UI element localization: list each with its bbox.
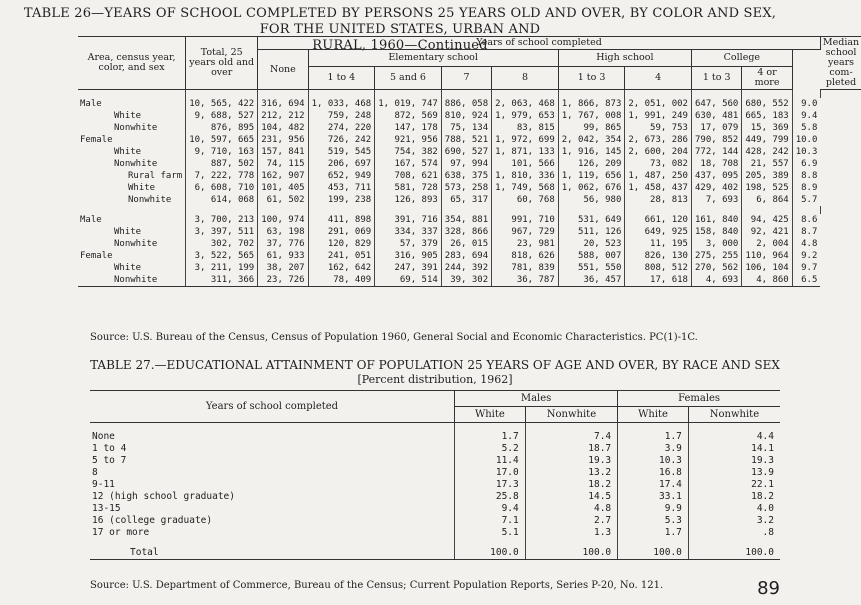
t27-head-male-white: White: [455, 407, 526, 423]
cell-value: 110, 964: [742, 250, 792, 262]
cell-value: 23, 981: [492, 238, 559, 250]
table-row: [78, 262, 861, 274]
row-label: White: [78, 262, 186, 274]
cell-value: 120, 829: [308, 238, 375, 250]
cell-value: 39, 302: [441, 274, 491, 287]
table-row: [78, 194, 861, 206]
cell-value: 588, 007: [558, 250, 625, 262]
cell-value: 3, 000: [691, 238, 741, 250]
cell-value: 316, 905: [375, 250, 442, 262]
cell-value: 167, 574: [375, 158, 442, 170]
cell-value: 16.8: [618, 467, 689, 479]
cell-value: 581, 728: [375, 182, 442, 194]
sub-header: 8: [492, 67, 559, 90]
t27-head-female-nonwhite: Nonwhite: [688, 407, 780, 423]
cell-value: 36, 457: [558, 274, 625, 287]
table-row: [90, 479, 780, 491]
cell-value: 9.2: [801, 251, 818, 261]
cell-value: 8.8: [801, 171, 818, 181]
head-years: Years of school completed: [258, 37, 821, 50]
cell-value: 283, 694: [441, 250, 491, 262]
sub-header: 1 to 4: [308, 67, 375, 90]
cell-value: 511, 126: [558, 226, 625, 238]
cell-value: 8.6: [801, 215, 818, 225]
cell-value: 1.7: [455, 431, 526, 443]
row-label: Nonwhite: [78, 194, 186, 206]
cell-value: 65, 317: [441, 194, 491, 206]
table27-subtitle: [Percent distribution, 1962]: [357, 373, 513, 386]
cell-value: 652, 949: [308, 170, 375, 182]
cell-value: 872, 569: [375, 110, 442, 122]
cell-value: 157, 841: [258, 146, 308, 158]
cell-value: 11.4: [455, 455, 526, 467]
cell-value: 2, 042, 354: [558, 134, 625, 146]
cell-value: 519, 545: [308, 146, 375, 158]
row-label: None: [90, 431, 455, 443]
row-label: Male: [78, 98, 186, 110]
cell-value: 37, 776: [258, 238, 308, 250]
cell-value: 147, 178: [375, 122, 442, 134]
table-row: [78, 170, 861, 182]
cell-value: 61, 933: [258, 250, 308, 262]
table-row: [78, 110, 861, 122]
table27-source: Source: U.S. Department of Commerce, Bureau of the Census; Current Population Reports, Series P-20, No. 121.: [90, 580, 664, 591]
cell-value: 19.3: [525, 455, 617, 467]
cell-value: 17, 079: [691, 122, 741, 134]
row-label: White: [78, 182, 186, 194]
cell-value: 22.1: [751, 479, 774, 490]
table-row: [78, 226, 861, 238]
cell-value: 661, 120: [625, 214, 692, 226]
cell-value: 4.4: [756, 431, 774, 442]
cell-value: 244, 392: [441, 262, 491, 274]
cell-value: 808, 512: [625, 262, 692, 274]
table-row: [78, 238, 861, 250]
table-row: [90, 503, 780, 515]
cell-value: 4.0: [756, 503, 774, 514]
cell-value: 126, 893: [375, 194, 442, 206]
total-row: [90, 547, 780, 560]
row-label: Male: [78, 214, 186, 226]
total-value: 100.0: [525, 547, 617, 560]
cell-value: 3, 522, 565: [186, 250, 258, 262]
cell-value: 5.3: [618, 515, 689, 527]
cell-value: 60, 768: [492, 194, 559, 206]
cell-value: 9.0: [801, 99, 818, 109]
cell-value: 5.1: [455, 527, 526, 539]
head-median: Median school years com- pleted: [820, 37, 861, 90]
cell-value: 101, 405: [258, 182, 308, 194]
row-label: 9-11: [90, 479, 455, 491]
cell-value: 665, 183: [742, 110, 792, 122]
cell-value: 94, 425: [742, 214, 792, 226]
table-row: [78, 122, 861, 134]
sub-header: 1 to 3: [558, 67, 625, 90]
cell-value: 291, 069: [308, 226, 375, 238]
cell-value: 4.8: [525, 503, 617, 515]
sub-header: 4 or more: [742, 67, 792, 90]
cell-value: 18.2: [525, 479, 617, 491]
cell-value: 9.9: [618, 503, 689, 515]
head-area: Area, census year, color, and sex: [78, 37, 186, 90]
cell-value: 21, 557: [742, 158, 792, 170]
cell-value: 7, 222, 778: [186, 170, 258, 182]
table26-title-line1: TABLE 26—YEARS OF SCHOOL COMPLETED BY PERSONS 25 YEARS OLD AND OVER, BY COLOR AND SEX, FOR THE UNITED STATES, URBAN AND: [23, 6, 777, 37]
cell-value: 9, 710, 163: [186, 146, 258, 158]
head-none: None: [258, 50, 308, 90]
cell-value: 61, 502: [258, 194, 308, 206]
cell-value: 759, 248: [308, 110, 375, 122]
cell-value: 241, 051: [308, 250, 375, 262]
t27-head-males: Males: [455, 391, 618, 407]
cell-value: 2, 673, 286: [625, 134, 692, 146]
cell-value: 126, 209: [558, 158, 625, 170]
cell-value: 101, 566: [492, 158, 559, 170]
row-label: 12 (high school graduate): [90, 491, 455, 503]
cell-value: 28, 813: [625, 194, 692, 206]
cell-value: 429, 402: [691, 182, 741, 194]
cell-value: 921, 956: [375, 134, 442, 146]
cell-value: 1, 062, 676: [558, 182, 625, 194]
cell-value: 6, 608, 710: [186, 182, 258, 194]
cell-value: 59, 753: [625, 122, 692, 134]
cell-value: 573, 258: [441, 182, 491, 194]
cell-value: 754, 382: [375, 146, 442, 158]
cell-value: 23, 726: [258, 274, 308, 287]
cell-value: 100, 974: [258, 214, 308, 226]
row-label: Female: [78, 250, 186, 262]
cell-value: 10, 597, 665: [186, 134, 258, 146]
table-row: [90, 431, 780, 443]
cell-value: 2, 600, 204: [625, 146, 692, 158]
cell-value: 14.5: [525, 491, 617, 503]
cell-value: 7, 693: [691, 194, 741, 206]
cell-value: 161, 840: [691, 214, 741, 226]
cell-value: 158, 840: [691, 226, 741, 238]
cell-value: 302, 702: [186, 238, 258, 250]
cell-value: 275, 255: [691, 250, 741, 262]
cell-value: 1, 871, 133: [492, 146, 559, 158]
cell-value: 1, 487, 250: [625, 170, 692, 182]
cell-value: 15, 369: [742, 122, 792, 134]
cell-value: 7.4: [525, 431, 617, 443]
row-label: Nonwhite: [78, 122, 186, 134]
cell-value: 17.4: [618, 479, 689, 491]
cell-value: 437, 095: [691, 170, 741, 182]
cell-value: 10.0: [795, 135, 818, 145]
cell-value: 1.3: [525, 527, 617, 539]
table-row: [90, 527, 780, 539]
cell-value: 206, 697: [308, 158, 375, 170]
cell-value: 212, 212: [258, 110, 308, 122]
row-label: White: [78, 110, 186, 122]
row-label: Nonwhite: [78, 274, 186, 287]
cell-value: 311, 366: [186, 274, 258, 287]
cell-value: 17.0: [455, 467, 526, 479]
total-label: Total: [90, 547, 455, 560]
cell-value: 638, 375: [441, 170, 491, 182]
row-label: 5 to 7: [90, 455, 455, 467]
cell-value: 1, 458, 437: [625, 182, 692, 194]
table26: [78, 36, 861, 287]
cell-value: 78, 409: [308, 274, 375, 287]
cell-value: 453, 711: [308, 182, 375, 194]
cell-value: 1.7: [618, 527, 689, 539]
cell-value: 4, 693: [691, 274, 741, 287]
row-label: 16 (college graduate): [90, 515, 455, 527]
cell-value: 33.1: [618, 491, 689, 503]
cell-value: 818, 626: [492, 250, 559, 262]
table27: [90, 390, 780, 560]
cell-value: 708, 621: [375, 170, 442, 182]
cell-value: 1, 749, 568: [492, 182, 559, 194]
cell-value: 1, 019, 747: [375, 98, 442, 110]
table-row: [90, 491, 780, 503]
cell-value: 1, 972, 699: [492, 134, 559, 146]
cell-value: 1.7: [618, 431, 689, 443]
cell-value: 198, 525: [742, 182, 792, 194]
cell-value: 231, 956: [258, 134, 308, 146]
row-label: Nonwhite: [78, 238, 186, 250]
cell-value: 6, 864: [742, 194, 792, 206]
cell-value: 428, 242: [742, 146, 792, 158]
cell-value: 1, 916, 145: [558, 146, 625, 158]
cell-value: 4, 860: [742, 274, 792, 287]
cell-value: 614, 068: [186, 194, 258, 206]
table-row: [90, 455, 780, 467]
cell-value: 7.1: [455, 515, 526, 527]
t27-head-male-nonwhite: Nonwhite: [525, 407, 617, 423]
cell-value: 967, 729: [492, 226, 559, 238]
table-row: [78, 146, 861, 158]
cell-value: 810, 924: [441, 110, 491, 122]
cell-value: 5.8: [801, 123, 818, 133]
cell-value: 247, 391: [375, 262, 442, 274]
cell-value: 886, 058: [441, 98, 491, 110]
cell-value: 97, 994: [441, 158, 491, 170]
table-row: [90, 443, 780, 455]
head-college: College: [691, 50, 792, 67]
cell-value: .8: [762, 527, 774, 538]
cell-value: 551, 550: [558, 262, 625, 274]
cell-value: 726, 242: [308, 134, 375, 146]
cell-value: 690, 527: [441, 146, 491, 158]
cell-value: 3, 211, 199: [186, 262, 258, 274]
cell-value: 6.5: [792, 274, 820, 287]
cell-value: 876, 895: [186, 122, 258, 134]
cell-value: 9.4: [455, 503, 526, 515]
cell-value: 20, 523: [558, 238, 625, 250]
cell-value: 9.4: [801, 111, 818, 121]
row-label: Nonwhite: [78, 158, 186, 170]
cell-value: 73, 082: [625, 158, 692, 170]
t27-head-females: Females: [618, 391, 780, 407]
cell-value: 57, 379: [375, 238, 442, 250]
cell-value: 56, 980: [558, 194, 625, 206]
cell-value: 69, 514: [375, 274, 442, 287]
table-row: [78, 274, 861, 287]
table26-title-line2: RURAL, 1960—Continued: [312, 38, 488, 53]
cell-value: 18, 708: [691, 158, 741, 170]
table-row: [78, 250, 861, 262]
cell-value: 449, 799: [742, 134, 792, 146]
cell-value: 99, 865: [558, 122, 625, 134]
cell-value: 2, 004: [742, 238, 792, 250]
cell-value: 1, 119, 656: [558, 170, 625, 182]
cell-value: 334, 337: [375, 226, 442, 238]
cell-value: 1, 810, 336: [492, 170, 559, 182]
cell-value: 2.7: [525, 515, 617, 527]
cell-value: 887, 502: [186, 158, 258, 170]
total-value: 100.0: [455, 547, 526, 560]
cell-value: 17.3: [455, 479, 526, 491]
table-row: [78, 158, 861, 170]
cell-value: 106, 104: [742, 262, 792, 274]
cell-value: 328, 866: [441, 226, 491, 238]
cell-value: 25.8: [455, 491, 526, 503]
table-row: [78, 182, 861, 194]
cell-value: 14.1: [751, 443, 774, 454]
cell-value: 19.3: [751, 455, 774, 466]
cell-value: 13.2: [525, 467, 617, 479]
row-label: 13-15: [90, 503, 455, 515]
row-label: Female: [78, 134, 186, 146]
cell-value: 1, 991, 249: [625, 110, 692, 122]
t27-head-years: Years of school completed: [90, 391, 455, 423]
total-value: 100.0: [618, 547, 689, 560]
cell-value: 92, 421: [742, 226, 792, 238]
cell-value: 8.9: [801, 183, 818, 193]
row-label: Rural farm: [78, 170, 186, 182]
cell-value: 991, 710: [492, 214, 559, 226]
cell-value: 680, 552: [742, 98, 792, 110]
table-row: [78, 214, 861, 226]
cell-value: 790, 852: [691, 134, 741, 146]
row-label: White: [78, 146, 186, 158]
table27-title: TABLE 27.—EDUCATIONAL ATTAINMENT OF POPULATION 25 YEARS OF AGE AND OVER, BY RACE AND SEX: [90, 358, 780, 372]
row-label: White: [78, 226, 186, 238]
table-row: [90, 515, 780, 527]
cell-value: 772, 144: [691, 146, 741, 158]
cell-value: 1, 866, 873: [558, 98, 625, 110]
cell-value: 531, 649: [558, 214, 625, 226]
cell-value: 270, 562: [691, 262, 741, 274]
cell-value: 9.7: [801, 263, 818, 273]
cell-value: 5.7: [801, 195, 818, 205]
cell-value: 781, 839: [492, 262, 559, 274]
cell-value: 205, 389: [742, 170, 792, 182]
cell-value: 104, 482: [258, 122, 308, 134]
cell-value: 3.2: [756, 515, 774, 526]
cell-value: 1, 033, 468: [308, 98, 375, 110]
cell-value: 6.9: [801, 159, 818, 169]
cell-value: 3, 700, 213: [186, 214, 258, 226]
cell-value: 11, 195: [625, 238, 692, 250]
sub-header: 7: [441, 67, 491, 90]
cell-value: 38, 207: [258, 262, 308, 274]
cell-value: 4.8: [801, 239, 818, 249]
table-row: [78, 134, 861, 146]
cell-value: 316, 694: [258, 98, 308, 110]
cell-value: 10.3: [795, 147, 818, 157]
cell-value: 647, 560: [691, 98, 741, 110]
sub-header: 1 to 3: [691, 67, 741, 90]
cell-value: 1, 979, 653: [492, 110, 559, 122]
head-total: Total, 25 years old and over: [186, 37, 258, 90]
cell-value: 26, 015: [441, 238, 491, 250]
t27-head-female-white: White: [618, 407, 689, 423]
cell-value: 411, 898: [308, 214, 375, 226]
cell-value: 162, 642: [308, 262, 375, 274]
row-label: 8: [90, 467, 455, 479]
table-row: [90, 467, 780, 479]
cell-value: 2, 051, 002: [625, 98, 692, 110]
total-value: 100.0: [688, 547, 780, 560]
cell-value: 10.3: [618, 455, 689, 467]
head-high: High school: [558, 50, 691, 67]
cell-value: 36, 787: [492, 274, 559, 287]
cell-value: 17, 618: [625, 274, 692, 287]
cell-value: 649, 925: [625, 226, 692, 238]
table-row: [78, 98, 861, 110]
cell-value: 162, 907: [258, 170, 308, 182]
page-number: 89: [757, 578, 780, 599]
cell-value: 274, 220: [308, 122, 375, 134]
cell-value: 74, 115: [258, 158, 308, 170]
cell-value: 5.2: [455, 443, 526, 455]
cell-value: 13.9: [751, 467, 774, 478]
cell-value: 1, 767, 008: [558, 110, 625, 122]
cell-value: 18.7: [525, 443, 617, 455]
cell-value: 75, 134: [441, 122, 491, 134]
cell-value: 826, 130: [625, 250, 692, 262]
cell-value: 83, 815: [492, 122, 559, 134]
sub-header: 4: [625, 67, 692, 90]
cell-value: 354, 881: [441, 214, 491, 226]
sub-header: 5 and 6: [375, 67, 442, 90]
cell-value: 18.2: [751, 491, 774, 502]
table26-source: Source: U.S. Bureau of the Census, Census of Population 1960, General Social and Economic Characteristics. PC(1)-1C.: [90, 332, 698, 343]
row-label: 17 or more: [90, 527, 455, 539]
row-label: 1 to 4: [90, 443, 455, 455]
cell-value: 8.7: [801, 227, 818, 237]
cell-value: 10, 565, 422: [186, 98, 258, 110]
cell-value: 3, 397, 511: [186, 226, 258, 238]
cell-value: 9, 688, 527: [186, 110, 258, 122]
cell-value: 63, 198: [258, 226, 308, 238]
cell-value: 199, 238: [308, 194, 375, 206]
cell-value: 630, 481: [691, 110, 741, 122]
cell-value: 2, 063, 468: [492, 98, 559, 110]
cell-value: 3.9: [618, 443, 689, 455]
cell-value: 788, 521: [441, 134, 491, 146]
cell-value: 391, 716: [375, 214, 442, 226]
head-elementary: Elementary school: [308, 50, 558, 67]
